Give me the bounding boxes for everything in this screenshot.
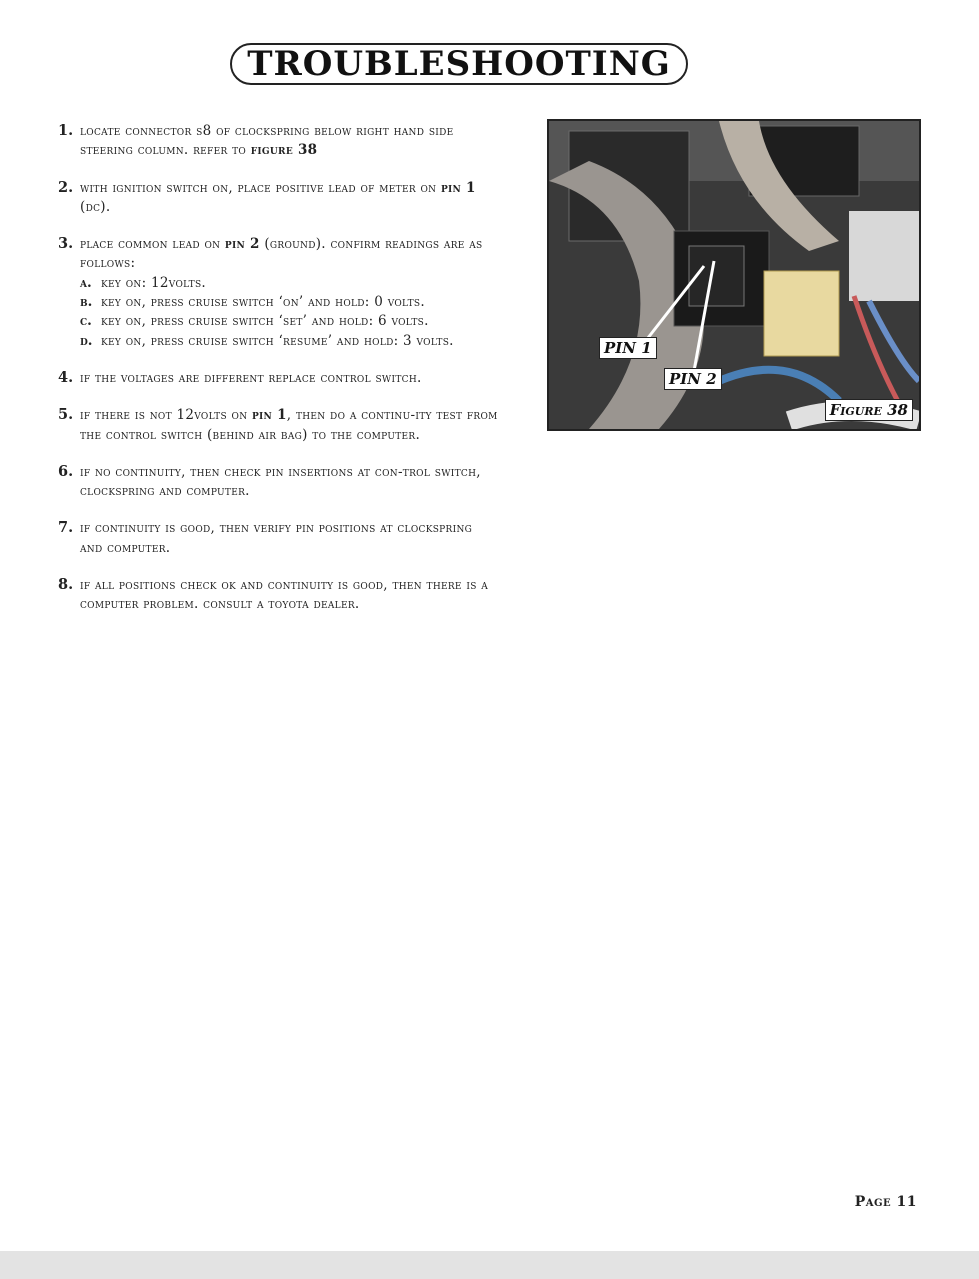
step-number: 8. (58, 576, 74, 594)
step-4 (58, 369, 498, 388)
pin-2-label: PIN 2 (664, 368, 722, 390)
step-text: if there is not 12volts on pin 1, then do a continu-ity test from the control switch (behind air bag) to the computer. (80, 407, 498, 443)
step-text: if continuity is good, then verify pin positions at clockspring and computer. (80, 520, 473, 556)
sub-step-c: c. key on, press cruise switch ‘set’ and hold: 6 volts. (80, 313, 429, 330)
step-1 (58, 122, 498, 161)
step-text: locate connector s8 of clockspring below right hand side steering column. refer to figure 38 (80, 123, 454, 159)
step-number: 4. (58, 368, 74, 386)
step-2 (58, 179, 498, 218)
step-number: 5. (58, 406, 74, 424)
step-number: 6. (58, 462, 74, 480)
footer-bar (0, 1251, 979, 1279)
figure-38-photo (547, 119, 921, 431)
sub-step-d: d. key on, press cruise switch ‘resume’ and hold: 3 volts. (80, 332, 454, 349)
connector-photo-illustration (549, 121, 919, 429)
sub-steps (80, 274, 498, 351)
step-text: if the voltages are different replace control switch. (80, 369, 422, 386)
pin-1-label: PIN 1 (599, 337, 657, 359)
step-text: place common lead on pin 2 (ground). confirm readings are as follows: (80, 236, 483, 272)
step-number: 1. (58, 122, 74, 139)
page-title: TROUBLESHOOTING (247, 44, 671, 84)
page-title-pill (230, 43, 688, 85)
page-number: Page 11 (854, 1194, 917, 1210)
step-number: 3. (58, 235, 74, 253)
step-8 (58, 576, 498, 615)
step-5 (58, 406, 498, 445)
figure-caption: Figure 38 (825, 399, 913, 421)
step-7 (58, 519, 498, 558)
step-text: if no continuity, then check pin insertions at con-trol switch, clockspring and computer. (80, 463, 481, 500)
sub-step-a: a. key on: 12volts. (80, 274, 207, 291)
step-text: with ignition switch on, place positive lead of meter on pin 1 (dc). (80, 179, 476, 215)
step-6 (58, 463, 498, 502)
step-number: 7. (58, 519, 74, 537)
steps-list (58, 122, 498, 633)
step-text: if all positions check ok and continuity is good, then there is a computer problem. consult a toyota dealer. (80, 577, 489, 613)
step-number: 2. (58, 178, 74, 196)
step-3 (58, 235, 498, 351)
sub-step-b: b. key on, press cruise switch ‘on’ and hold: 0 volts. (80, 294, 425, 311)
